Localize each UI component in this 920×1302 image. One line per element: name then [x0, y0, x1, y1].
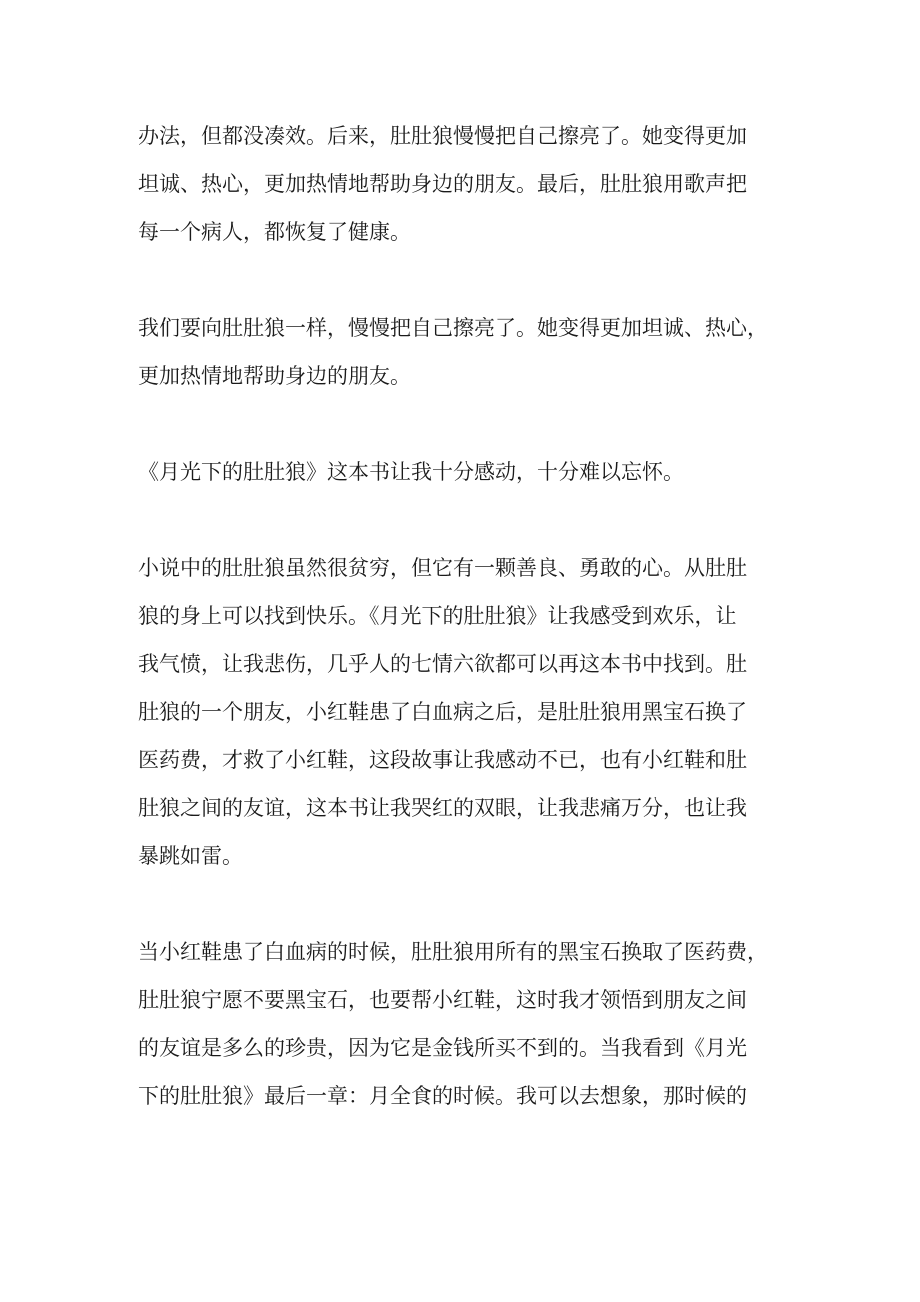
- text-line: 更加热情地帮助身边的朋友。: [138, 364, 411, 388]
- text-line: 肚狼的一个朋友，小红鞋患了白血病之后，是肚肚狼用黑宝石换了: [138, 700, 747, 724]
- text-line: 《月光下的肚肚狼》这本书让我十分感动，十分难以忘怀。: [138, 460, 684, 484]
- document-body: [138, 112, 788, 1168]
- paragraph-2: [138, 304, 788, 400]
- paragraph-4: [138, 544, 788, 880]
- text-line: 办法，但都没凑效。后来，肚肚狼慢慢把自己擦亮了。她变得更加: [138, 124, 747, 148]
- text-line: 当小红鞋患了白血病的时候，肚肚狼用所有的黑宝石换取了医药费，: [138, 940, 768, 964]
- text-line: 坦诚、热心，更加热情地帮助身边的朋友。最后，肚肚狼用歌声把: [138, 172, 747, 196]
- text-line: 我们要向肚肚狼一样，慢慢把自己擦亮了。她变得更加坦诚、热心，: [138, 316, 768, 340]
- text-line: 暴跳如雷。: [138, 844, 243, 868]
- paragraph-3: [138, 448, 788, 496]
- text-line: 狼的身上可以找到快乐。《月光下的肚肚狼》让我感受到欢乐，让: [138, 604, 737, 628]
- text-line: 我气愤，让我悲伤，几乎人的七情六欲都可以再这本书中找到。肚: [138, 652, 747, 676]
- paragraph-1: [138, 112, 788, 256]
- text-line: 下的肚肚狼》最后一章：月全食的时候。我可以去想象，那时候的: [138, 1084, 747, 1108]
- text-line: 每一个病人，都恢复了健康。: [138, 220, 411, 244]
- paragraph-5: [138, 928, 788, 1120]
- text-line: 肚肚狼宁愿不要黑宝石，也要帮小红鞋，这时我才领悟到朋友之间: [138, 988, 747, 1012]
- text-line: 医药费，才救了小红鞋，这段故事让我感动不已，也有小红鞋和肚: [138, 748, 747, 772]
- text-line: 小说中的肚肚狼虽然很贫穷，但它有一颗善良、勇敢的心。从肚肚: [138, 556, 747, 580]
- text-line: 肚狼之间的友谊，这本书让我哭红的双眼，让我悲痛万分，也让我: [138, 796, 747, 820]
- text-line: 的友谊是多么的珍贵，因为它是金钱所买不到的。当我看到《月光: [138, 1036, 747, 1060]
